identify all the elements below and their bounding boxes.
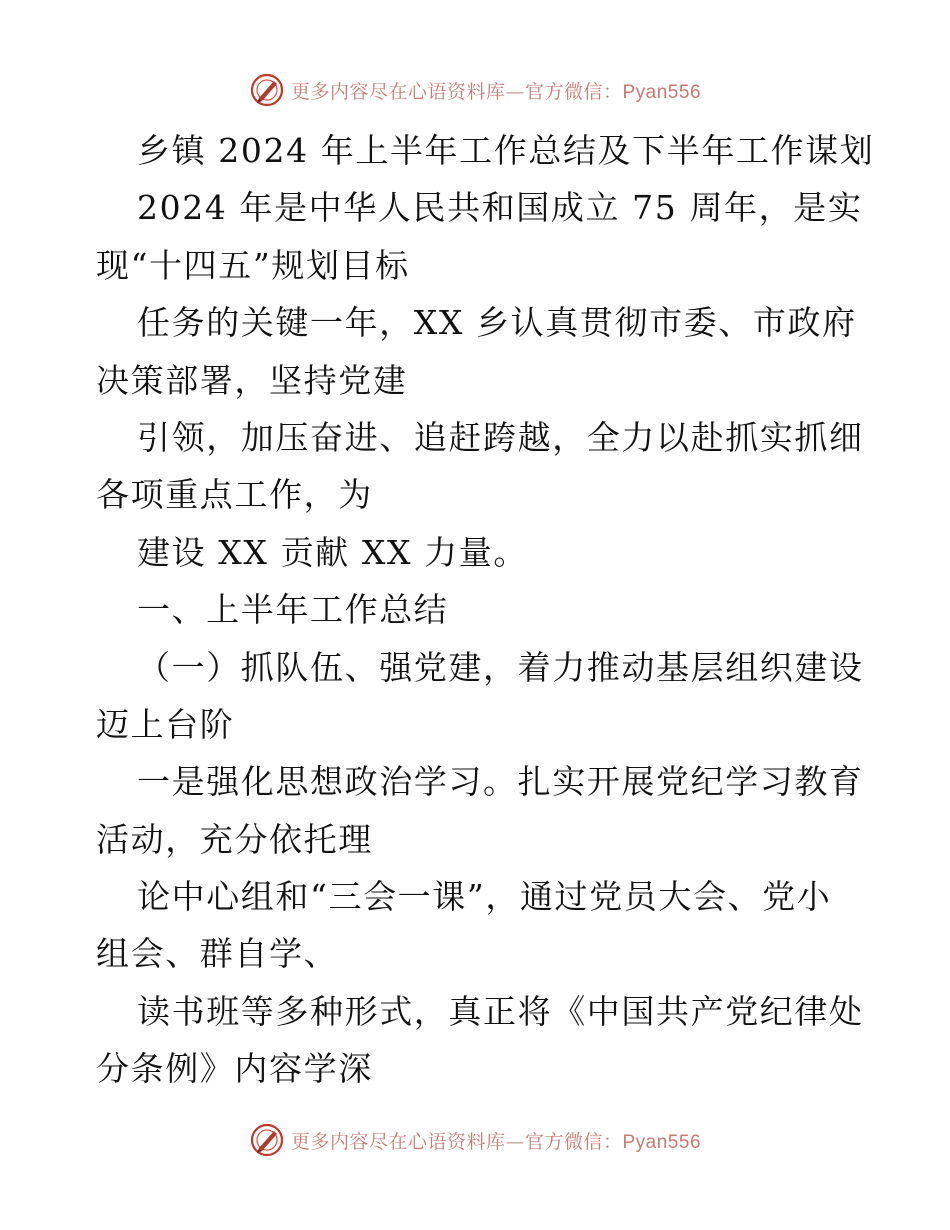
text-line: 分条例》内容学深 bbox=[96, 1049, 373, 1089]
text-line: 各项重点工作，为 bbox=[96, 475, 373, 515]
pen-seal-logo-icon bbox=[249, 1122, 285, 1158]
text-line: 一是强化思想政治学习。扎实开展党纪学习教育 bbox=[137, 762, 864, 802]
text-line: 引领，加压奋进、追赶跨越，全力以赴抓实抓细 bbox=[137, 417, 864, 457]
text-line: 现“十四五”规划目标 bbox=[96, 245, 410, 285]
pen-seal-logo-icon bbox=[249, 72, 285, 108]
text-line: （一）抓队伍、强党建，着力推动基层组织建设 bbox=[137, 647, 864, 687]
document-body bbox=[96, 122, 875, 1098]
text-line: 一、上半年工作总结 bbox=[137, 590, 449, 630]
watermark-separator: — bbox=[505, 1130, 525, 1153]
watermark-header bbox=[0, 70, 950, 110]
watermark-text: 更多内容尽在心语资料库 bbox=[290, 80, 506, 103]
watermark-wechat-label: 官方微信： bbox=[524, 1130, 623, 1153]
text-line: 活动，充分依托理 bbox=[96, 819, 373, 859]
watermark-separator: — bbox=[505, 80, 525, 103]
text-line: 任务的关键一年，XX 乡认真贯彻市委、市政府 bbox=[137, 303, 857, 343]
text-line: 2024 年是中华人民共和国成立 75 周年，是实 bbox=[137, 188, 863, 228]
text-line: 建设 XX 贡献 XX 力量。 bbox=[137, 532, 528, 572]
text-line: 乡镇 2024 年上半年工作总结及下半年工作谋划 bbox=[137, 131, 875, 170]
text-line: 决策部署，坚持党建 bbox=[96, 360, 408, 400]
watermark-wechat-id: Pyan556 bbox=[622, 81, 702, 103]
text-line: 组会、群自学、 bbox=[96, 934, 339, 974]
text-line: 论中心组和“三会一课”，通过党员大会、党小 bbox=[137, 877, 832, 917]
text-line: 读书班等多种形式，真正将《中国共产党纪律处 bbox=[137, 991, 864, 1031]
watermark-footer bbox=[0, 1120, 950, 1160]
watermark-text: 更多内容尽在心语资料库 bbox=[290, 1130, 506, 1153]
watermark-wechat-id: Pyan556 bbox=[622, 1131, 702, 1153]
watermark-wechat-label: 官方微信： bbox=[524, 80, 623, 103]
text-line: 迈上台阶 bbox=[96, 704, 235, 744]
